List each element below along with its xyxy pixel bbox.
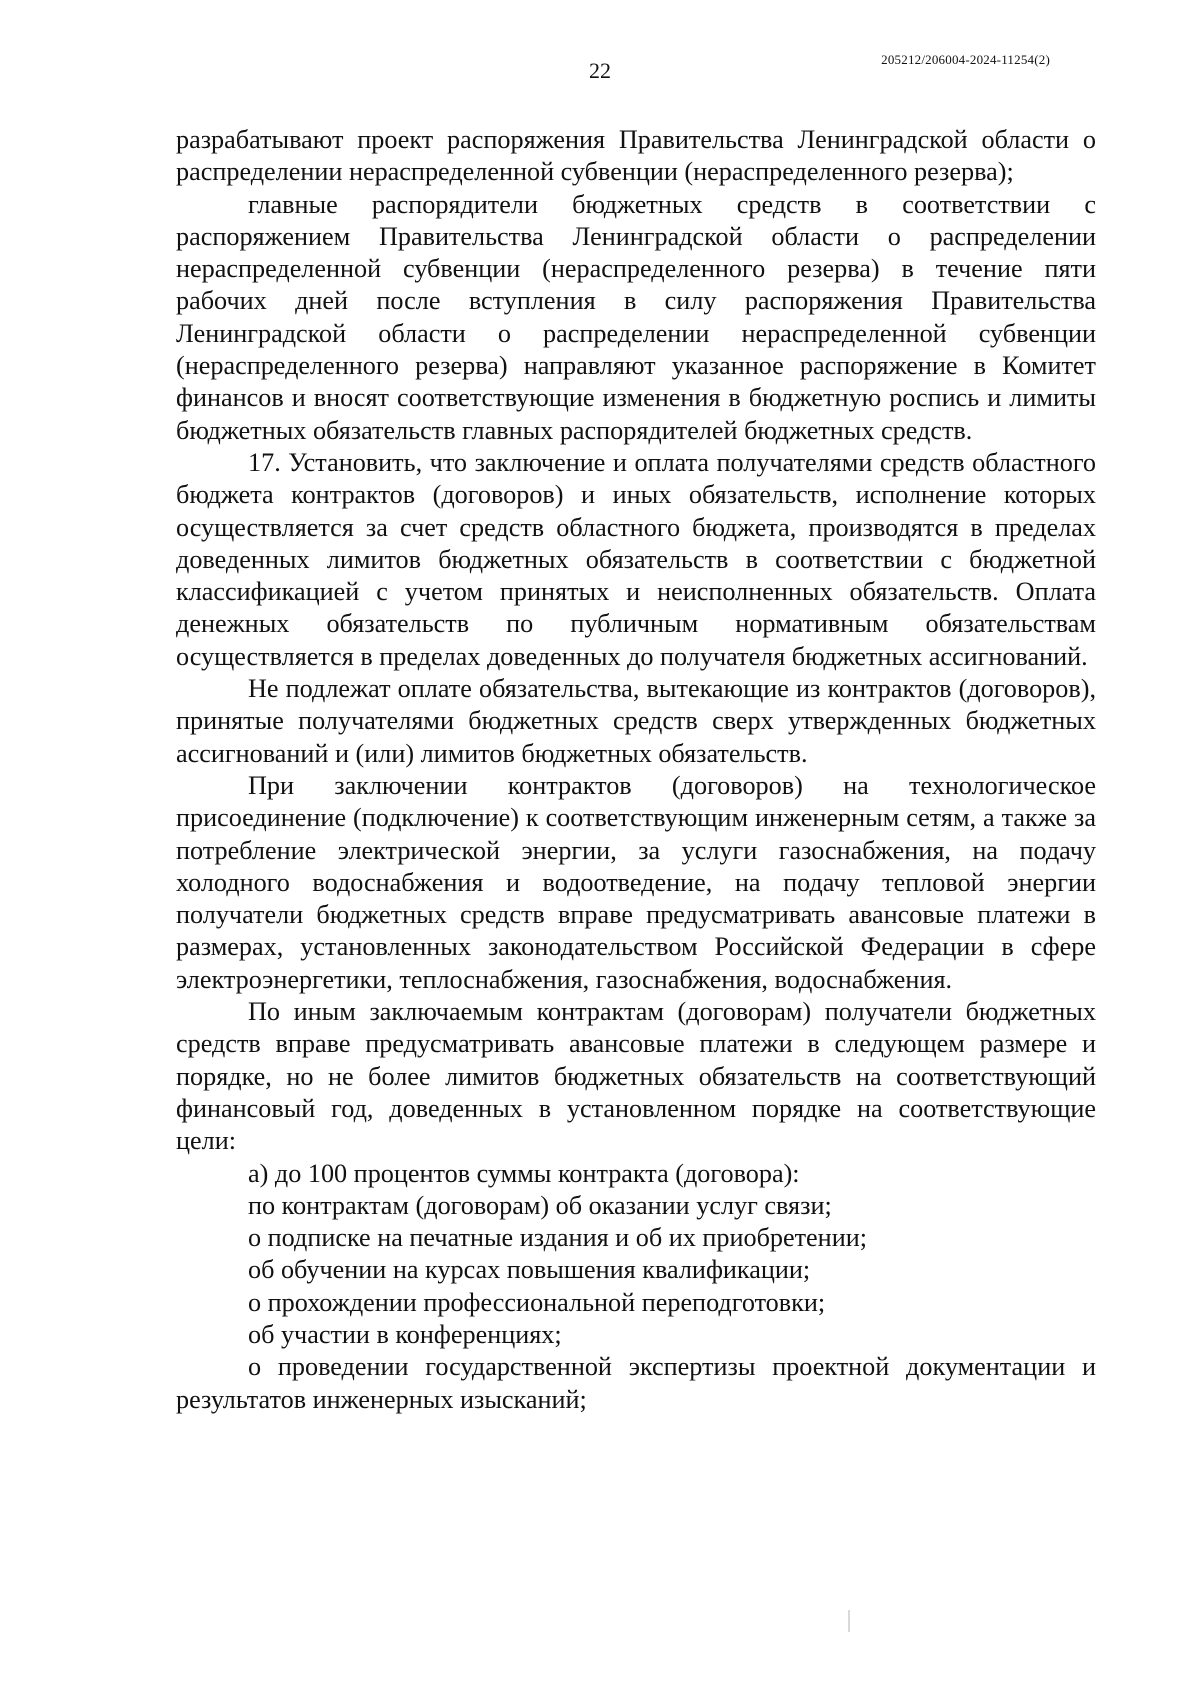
list-item-subscriptions: о подписке на печатные издания и об их приобретении; — [248, 1223, 867, 1253]
list-item-communications: по контрактам (договорам) об оказании услуг связи; — [248, 1190, 832, 1220]
paragraph-other-contracts: По иным заключаемым контрактам (договорам) получатели бюджетных средств вправе предусматривать авансовые платежи в следующем размере и порядке, но не более лимитов бюджетных обязательств на соответствующий финансовый год, доведенных в установленном порядке на соответствующие цели: — [176, 997, 1096, 1156]
paragraph-continuation: разрабатывают проект распоряжения Правительства Ленинградской области о распределении нераспределенной субвенции (нераспределенного резерва); — [176, 125, 1096, 187]
paragraph-not-payable: Не подлежат оплате обязательства, вытекающие из контрактов (договоров), принятые получателями бюджетных средств сверх утвержденных бюджетных ассигнований и (или) лимитов бюджетных обязательств. — [176, 674, 1096, 768]
page-number: 22 — [589, 58, 611, 83]
paragraph-utility-contracts: При заключении контрактов (договоров) на технологическое присоединение (подключение) к соответствующим инженерным сетям, а также за потребление электрической энергии, за услуги газоснабжения, на подачу холодного водоснабжения и водоотведение, на подачу тепловой энергии получатели бюджетных средств вправе предусматривать авансовые платежи в размерах, установленных законодательством Российской Федерации в сфере электроэнергетики, теплоснабжения, газоснабжения, водоснабжения. — [176, 770, 1096, 994]
paragraph-item-17: 17. Установить, что заключение и оплата получателями средств областного бюджета контрактов (договоров) и иных обязательств, исполнение которых осуществляется за счет средств областного бюджета, производятся в пределах доведенных лимитов бюджетных обязательств в соответствии с бюджетной классификацией с учетом принятых и неисполненных обязательств. Оплата денежных обязательств по публичным нормативным обязательствам осуществляется в пределах доведенных до получателя бюджетных ассигнований. — [176, 447, 1096, 671]
list-item-state-expertise: о проведении государственной экспертизы проектной документации и результатов инженерных изысканий; — [176, 1352, 1096, 1414]
document-body — [176, 124, 1096, 1416]
scan-artifact — [848, 1610, 850, 1632]
list-item-conferences: об участии в конференциях; — [248, 1319, 562, 1349]
list-item-retraining: о прохождении профессиональной переподготовки; — [248, 1287, 826, 1317]
list-item-training: об обучении на курсах повышения квалификации; — [248, 1255, 811, 1285]
list-item-a: а) до 100 процентов суммы контракта (договора): — [248, 1158, 800, 1188]
document-id: 205212/206004-2024-11254(2) — [881, 52, 1050, 67]
paragraph-main-administrators: главные распорядители бюджетных средств в соответствии с распоряжением Правительства Ленинградской области о распределении нераспределенной субвенции (нераспределенного резерва) в течение пяти рабочих дней после вступления в силу распоряжения Правительства Ленинградской области о распределении нераспределенной субвенции (нераспределенного резерва) направляют указанное распоряжение в Комитет финансов и вносят соответствующие изменения в бюджетную роспись и лимиты бюджетных обязательств главных распорядителей бюджетных средств. — [176, 189, 1096, 445]
